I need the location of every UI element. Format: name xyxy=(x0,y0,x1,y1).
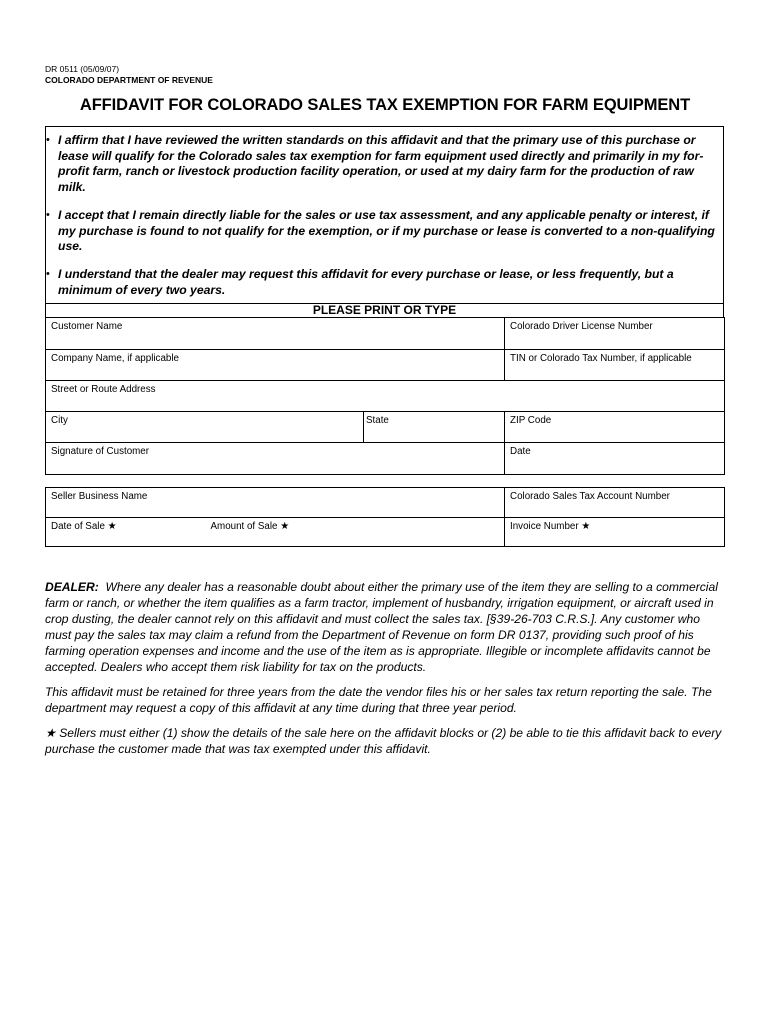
page-title: AFFIDAVIT FOR COLORADO SALES TAX EXEMPTION FOR FARM EQUIPMENT xyxy=(79,96,691,114)
zip-code-field[interactable] xyxy=(505,412,725,443)
field-label: Company Name, if applicable xyxy=(51,353,179,364)
field-label: Street or Route Address xyxy=(51,384,156,395)
field-label: ZIP Code xyxy=(510,415,552,426)
affirmation-item xyxy=(46,208,725,255)
field-label: Colorado Sales Tax Account Number xyxy=(510,491,670,502)
dealer-lead: DEALER: xyxy=(45,580,99,594)
field-label: Colorado Driver License Number xyxy=(510,321,653,332)
field-label: City xyxy=(51,415,68,426)
seller-info-table xyxy=(45,487,725,547)
affirmations-box xyxy=(45,126,724,304)
amount-of-sale-field[interactable] xyxy=(206,518,505,547)
seller-business-name-field[interactable] xyxy=(46,488,505,518)
bullet-icon: • xyxy=(46,268,50,280)
department-name: COLORADO DEPARTMENT OF REVENUE xyxy=(45,75,213,85)
field-label: Signature of Customer xyxy=(51,446,150,457)
print-or-type-heading: PLEASE PRINT OR TYPE xyxy=(45,303,724,318)
form-code: DR 0511 (05/09/07) xyxy=(45,64,120,74)
field-label: Amount of Sale ★ xyxy=(210,521,289,532)
field-label: Seller Business Name xyxy=(51,491,148,502)
customer-name-field[interactable] xyxy=(46,318,505,350)
field-label: Date xyxy=(510,446,531,457)
sales-tax-account-field[interactable] xyxy=(505,488,725,518)
customer-signature-field[interactable] xyxy=(46,443,505,475)
date-of-sale-field[interactable] xyxy=(46,518,206,547)
bullet-icon: • xyxy=(46,209,50,221)
customer-info-table xyxy=(45,317,725,475)
affirmation-item xyxy=(46,133,725,195)
street-address-field[interactable] xyxy=(46,381,725,412)
field-label: TIN or Colorado Tax Number, if applicable xyxy=(510,353,692,364)
sellers-note-paragraph: ★ Sellers must either (1) show the details of the sale here on the affidavit blocks or (2) be able to tie this affidavit back to every purchase the customer made that was tax exempted under this affidavit. xyxy=(45,726,722,756)
state-field[interactable] xyxy=(364,412,505,443)
retention-paragraph: This affidavit must be retained for three years from the date the vendor files his or her sales tax return reporting the sale. The department may request a copy of this affidavit at any time during that three year period. xyxy=(45,685,712,715)
dealer-notice xyxy=(45,579,728,766)
field-label: Invoice Number ★ xyxy=(510,521,591,532)
affirmation-text: I affirm that I have reviewed the written standards on this affidavit and that the primary use of this purchase or lease will qualify for the Colorado sales tax exemption for farm equipment used directly and primarily in my for-profit farm, ranch or livestock production facility operation, or used at my dairy farm for the production of raw milk. xyxy=(58,133,704,194)
tin-field[interactable] xyxy=(505,350,725,381)
city-field[interactable] xyxy=(46,412,364,443)
affirmation-item xyxy=(46,267,725,298)
bullet-icon: • xyxy=(46,134,50,146)
driver-license-field[interactable] xyxy=(505,318,725,350)
dealer-body: Where any dealer has a reasonable doubt about either the primary use of the item they are selling to a commercial farm or ranch, or whether the item qualifies as a farm tractor, implement of husbandry, irrigation equipment, or aircraft used in crop dusting, the dealer cannot rely on this affidavit and must collect the sales tax. [§39-26-703 C.R.S.]. Any customer who must pay the sales tax may claim a refund from the Department of Revenue on form DR 0137, providing such proof of his farming operation expenses and income and the use of the item as is appropriate. Illegible or incomplete affidavits cannot be accepted. Dealers who accept them risk liability for tax on the products. xyxy=(45,580,718,674)
field-label: Customer Name xyxy=(51,321,123,332)
field-label: Date of Sale ★ xyxy=(51,521,117,532)
date-field[interactable] xyxy=(505,443,725,475)
invoice-number-field[interactable] xyxy=(505,518,725,547)
dealer-paragraph xyxy=(45,579,728,675)
field-label: State xyxy=(366,415,389,426)
affirmation-text: I understand that the dealer may request this affidavit for every purchase or lease, or less frequently, but a minimum of every two years. xyxy=(58,267,674,297)
company-name-field[interactable] xyxy=(46,350,505,381)
affirmation-text: I accept that I remain directly liable for the sales or use tax assessment, and any applicable penalty or interest, if my purchase is found to not qualify for the exemption, or if my purchase or lease is converted to a non-qualifying use. xyxy=(58,208,715,253)
